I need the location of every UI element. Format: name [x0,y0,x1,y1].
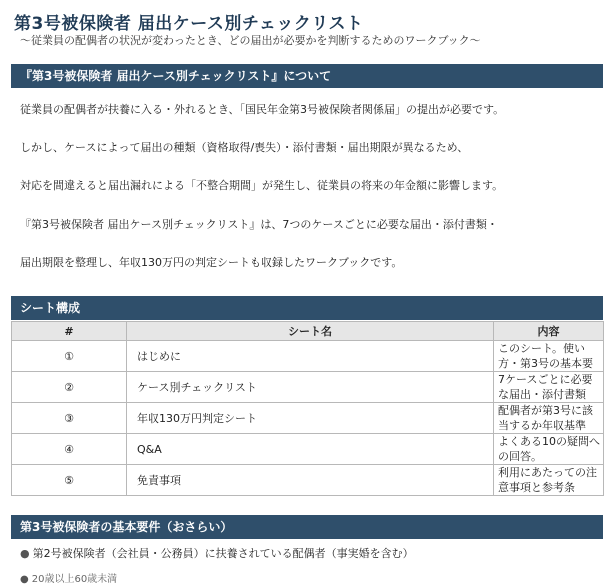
requirement-bullet: ● 第2号被保険者（会社員・公務員）に扶養されている配偶者（事実婚を含む） [20,547,414,560]
page-subtitle: ～従業員の配偶者の状況が変わったとき、どの届出が必要かを判断するためのワークブック～ [20,34,481,47]
row-number: ① [12,341,127,372]
table-row [12,465,604,496]
requirements-section-header: 第3号被保険者の基本要件（おさらい） [11,515,603,539]
sheets-table [11,321,604,496]
row-content: よくある10の疑問への回答。 [494,434,604,465]
about-line: しかし、ケースによって届出の種類（資格取得/喪失）・添付書類・届出期限が異なるため、 [20,141,469,154]
row-sheet-name: Q&A [127,434,494,465]
table-header-row [12,322,604,341]
row-number: ④ [12,434,127,465]
column-header-content: 内容 [494,322,604,341]
row-sheet-name: ケース別チェックリスト [127,372,494,403]
row-number: ③ [12,403,127,434]
row-number: ② [12,372,127,403]
requirement-bullet: ● 20歳以上60歳未満 [20,574,118,585]
about-line: 従業員の配偶者が扶養に入る・外れるとき、「国民年金第3号被保険者関係届」の提出が必要です。 [20,103,505,116]
row-content: 配偶者が第3号に該当するか年収基準 [494,403,604,434]
row-content: 7ケースごとに必要な届出・添付書類 [494,372,604,403]
page-title: 第3号被保険者 届出ケース別チェックリスト [14,14,364,34]
about-line: 『第3号被保険者 届出ケース別チェックリスト』は、7つのケースごとに必要な届出・添付書類・ [20,218,498,231]
bullet-icon: ● [20,574,29,585]
sheets-section-header: シート構成 [11,296,603,320]
table-row [12,341,604,372]
table-row [12,403,604,434]
row-sheet-name: 免責事項 [127,465,494,496]
row-number: ⑤ [12,465,127,496]
about-section-header: 『第3号被保険者 届出ケース別チェックリスト』について [11,64,603,88]
column-header-sheet-name: シート名 [127,322,494,341]
table-row [12,372,604,403]
row-content: このシート。使い方・第3号の基本要 [494,341,604,372]
row-content: 利用にあたっての注意事項と参考条 [494,465,604,496]
column-header-number: # [12,322,127,341]
bullet-icon: ● [20,547,30,560]
row-sheet-name: 年収130万円判定シート [127,403,494,434]
table-row [12,434,604,465]
about-line: 届出期限を整理し、年収130万円の判定シートも収録したワークブックです。 [20,256,403,269]
row-sheet-name: はじめに [127,341,494,372]
about-line: 対応を間違えると届出漏れによる「不整合期間」が発生し、従業員の将来の年金額に影響します。 [20,179,504,192]
